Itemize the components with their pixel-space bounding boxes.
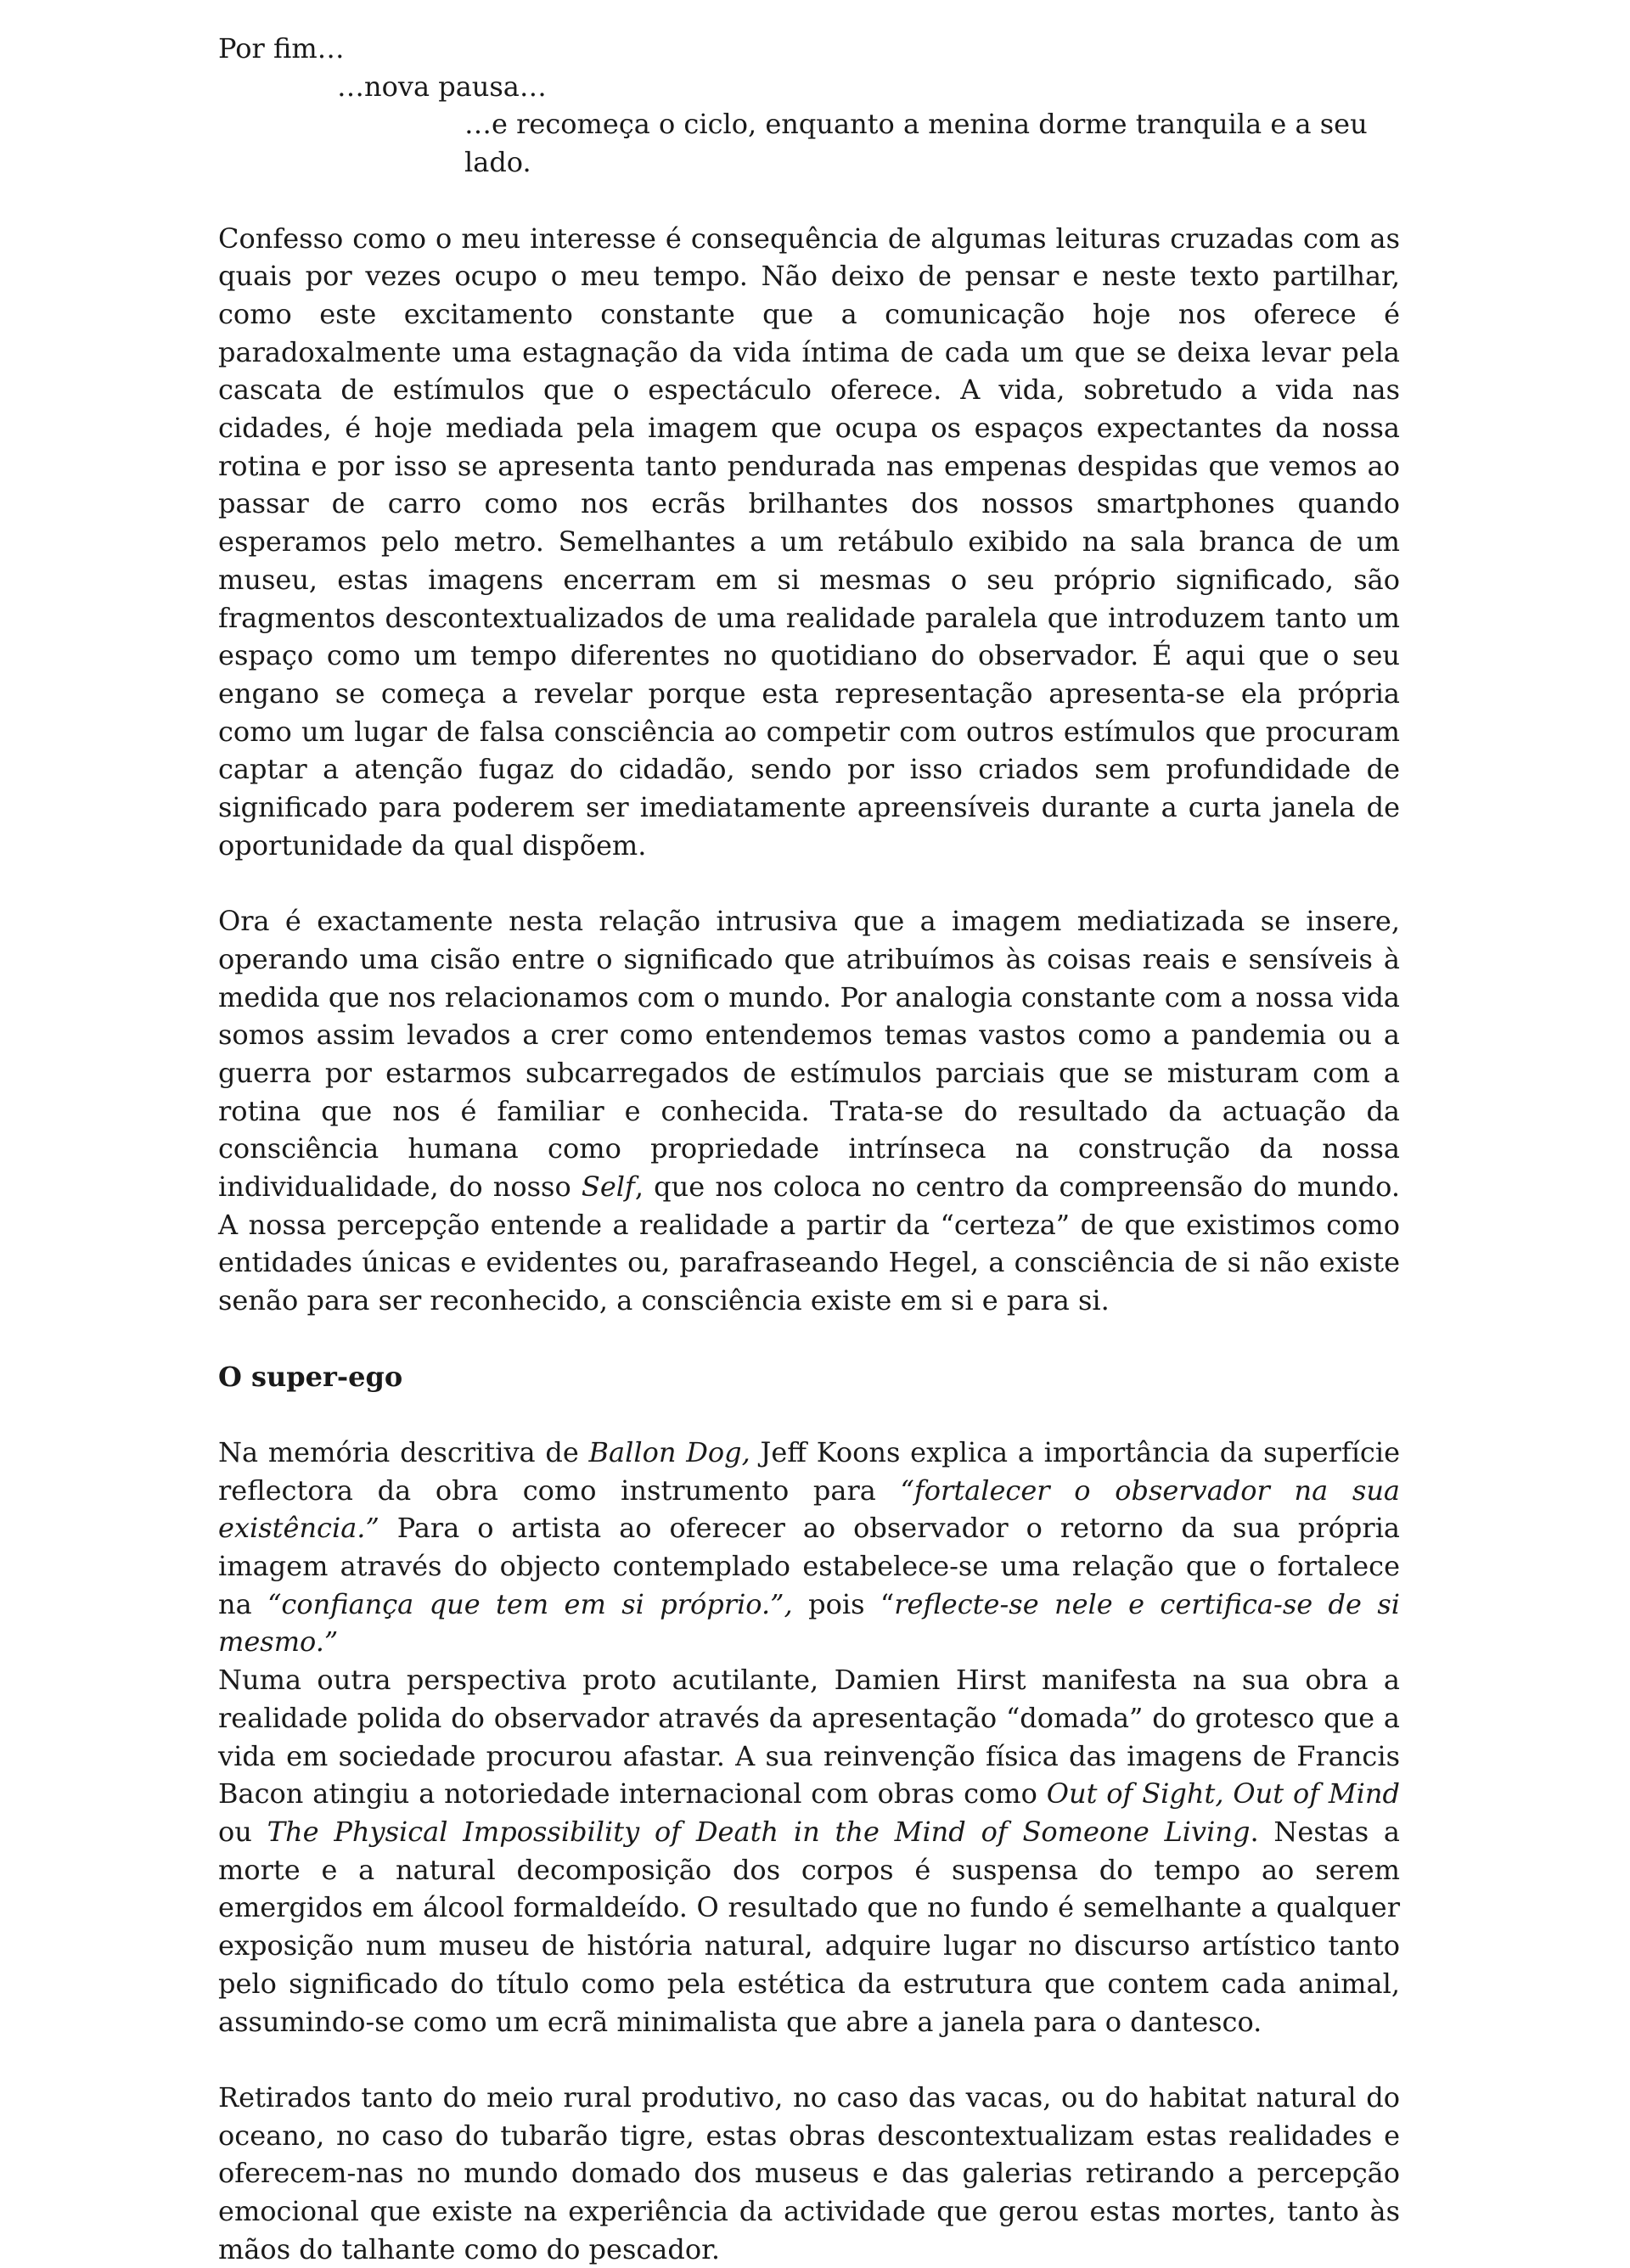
paragraph-3-text-d: pois “ [792,1587,895,1620]
paragraph-2-text-a: Ora é exactamente nesta relação intrusiva que a imagem mediatizada se insere, operando uma cisão entre o significado que atribuímos às coisas reais e sensíveis à medida que nos relacionamos com o mundo. Por analogia constante com a nossa vida somos assim levados a crer como entendemos temas vastos como a pandemia ou a guerra por estarmos subcarregados de estímulos parciais que se misturam com a rotina que nos é familiar e conhecida. Trata-se do resultado da actuação da consciência humana como propriedade intrínseca na construção da nossa individualidade, do nosso [218,905,1400,1204]
spacer [218,2041,1400,2079]
spacer [218,182,1400,220]
paragraph-1: Confesso como o meu interesse é consequência de algumas leituras cruzadas com as quais por vezes ocupo o meu tempo. Não deixo de pensar e neste texto partilhar, como este excitamento constante que a comunicação hoje nos oferece é paradoxalmente uma estagnação da vida íntima de cada um que se deixa levar pela cascata de estímulos que o espectáculo oferece. A vida, sobretudo a vida nas cidades, é hoje mediada pela imagem que ocupa os espaços expectantes da nossa rotina e por isso se apresenta tanto pendurada nas empenas despidas que vemos ao passar de carro como nos ecrãs brilhantes dos nossos smartphones quando esperamos pelo metro. Semelhantes a um retábulo exibido na sala branca de um museu, estas imagens encerram em si mesmas o seu próprio significado, são fragmentos descontextualizados de uma realidade paralela que introduzem tanto um espaço como um tempo diferentes no quotidiano do observador. É aqui que o seu engano se começa a revelar porque esta representação apresenta-se ela própria como um lugar de falsa consciência ao competir com outros estímulos que procuram captar a atenção fugaz do cidadão, sendo por isso criados sem profundidade de significado para poderem ser imediatamente apreensíveis durante a curta janela de oportunidade da qual dispõem. [218,222,1400,862]
spacer [218,864,1400,902]
spacer [218,1395,1400,1434]
paragraph-4-text-b: ou [218,1815,267,1848]
paragraph-4-text-a: Numa outra perspectiva proto acutilante, Damien Hirst manifesta na sua obra a realidade polida do observador através da apresentação “domada” do grotesco que a vida em sociedade procurou afastar. A sua reinvenção física das imagens de Francis Bacon atingiu a notoriedade internacional com obras como [218,1664,1400,1810]
paragraph-3 [218,1434,1400,1661]
opening-line-1: Por fim… [218,32,345,65]
paragraph-2 [218,902,1400,1320]
opening-lines [218,30,1400,182]
paragraph-3-italic-quote-2: “confiança que tem em si próprio.”, [267,1587,793,1620]
paragraph-3-italic-quote-1: “fortalecer o observador na sua existência.” [218,1474,1401,1545]
paragraph-3-italic-title: Ballon Dog, [588,1435,750,1468]
paragraph-3-text-a: Na memória descritiva de [218,1435,589,1468]
paragraph-4-italic-work-1: Out of Sight, Out of Mind [1046,1777,1401,1810]
paragraph-4-text-c: . Nestas a morte e a natural decomposição dos corpos é suspensa do tempo ao serem emergidos em álcool formaldeído. O resultado que no fundo é semelhante a qualquer exposição num museu de história natural, adquire lugar no discurso artístico tanto pelo significado do título como pela estética da estrutura que contem cada animal, assumindo-se como um ecrã minimalista que abre a janela para o dantesco. [218,1815,1401,2038]
paragraph-4 [218,1661,1400,2041]
paragraph-4-italic-work-2: The Physical Impossibility of Death in the Mind of Someone Living [267,1815,1251,1848]
opening-line-3: …e recomeça o ciclo, enquanto a menina dorme tranquila e a seu lado. [464,108,1368,179]
paragraph-2-text-b: , que nos coloca no centro da compreensão do mundo. A nossa percepção entende a realidade a partir da “certeza” de que existimos como entidades únicas e evidentes ou, parafraseando Hegel, a consciência de si não existe senão para ser reconhecido, a consciência existe em si e para si. [218,1170,1401,1317]
document-page [218,30,1400,2268]
paragraph-5: Retirados tanto do meio rural produtivo, no caso das vacas, ou do habitat natural do oceano, no caso do tubarão tigre, estas obras descontextualizam estas realidades e oferecem-nas no mundo domado dos museus e das galerias retirando a percepção emocional que existe na experiência da actividade que gerou estas mortes, tanto às mãos do talhante como do pescador. [218,2080,1400,2265]
paragraph-3-italic-quote-3: reflecte-se nele e certifica-se de si mesmo.” [218,1587,1400,1659]
paragraph-3-text-c: Para o artista ao oferecer ao observador o retorno da sua própria imagem através do objecto contemplado estabelece-se uma relação que o fortalece na [218,1512,1400,1620]
section-heading: O super-ego [218,1360,403,1393]
paragraph-3-text-b: Jeff Koons explica a importância da superfície reflectora da obra como instrumento para [218,1435,1401,1507]
spacer [218,1320,1400,1358]
paragraph-2-italic-self: Self [581,1170,635,1204]
opening-line-2: …nova pausa… [337,70,547,103]
